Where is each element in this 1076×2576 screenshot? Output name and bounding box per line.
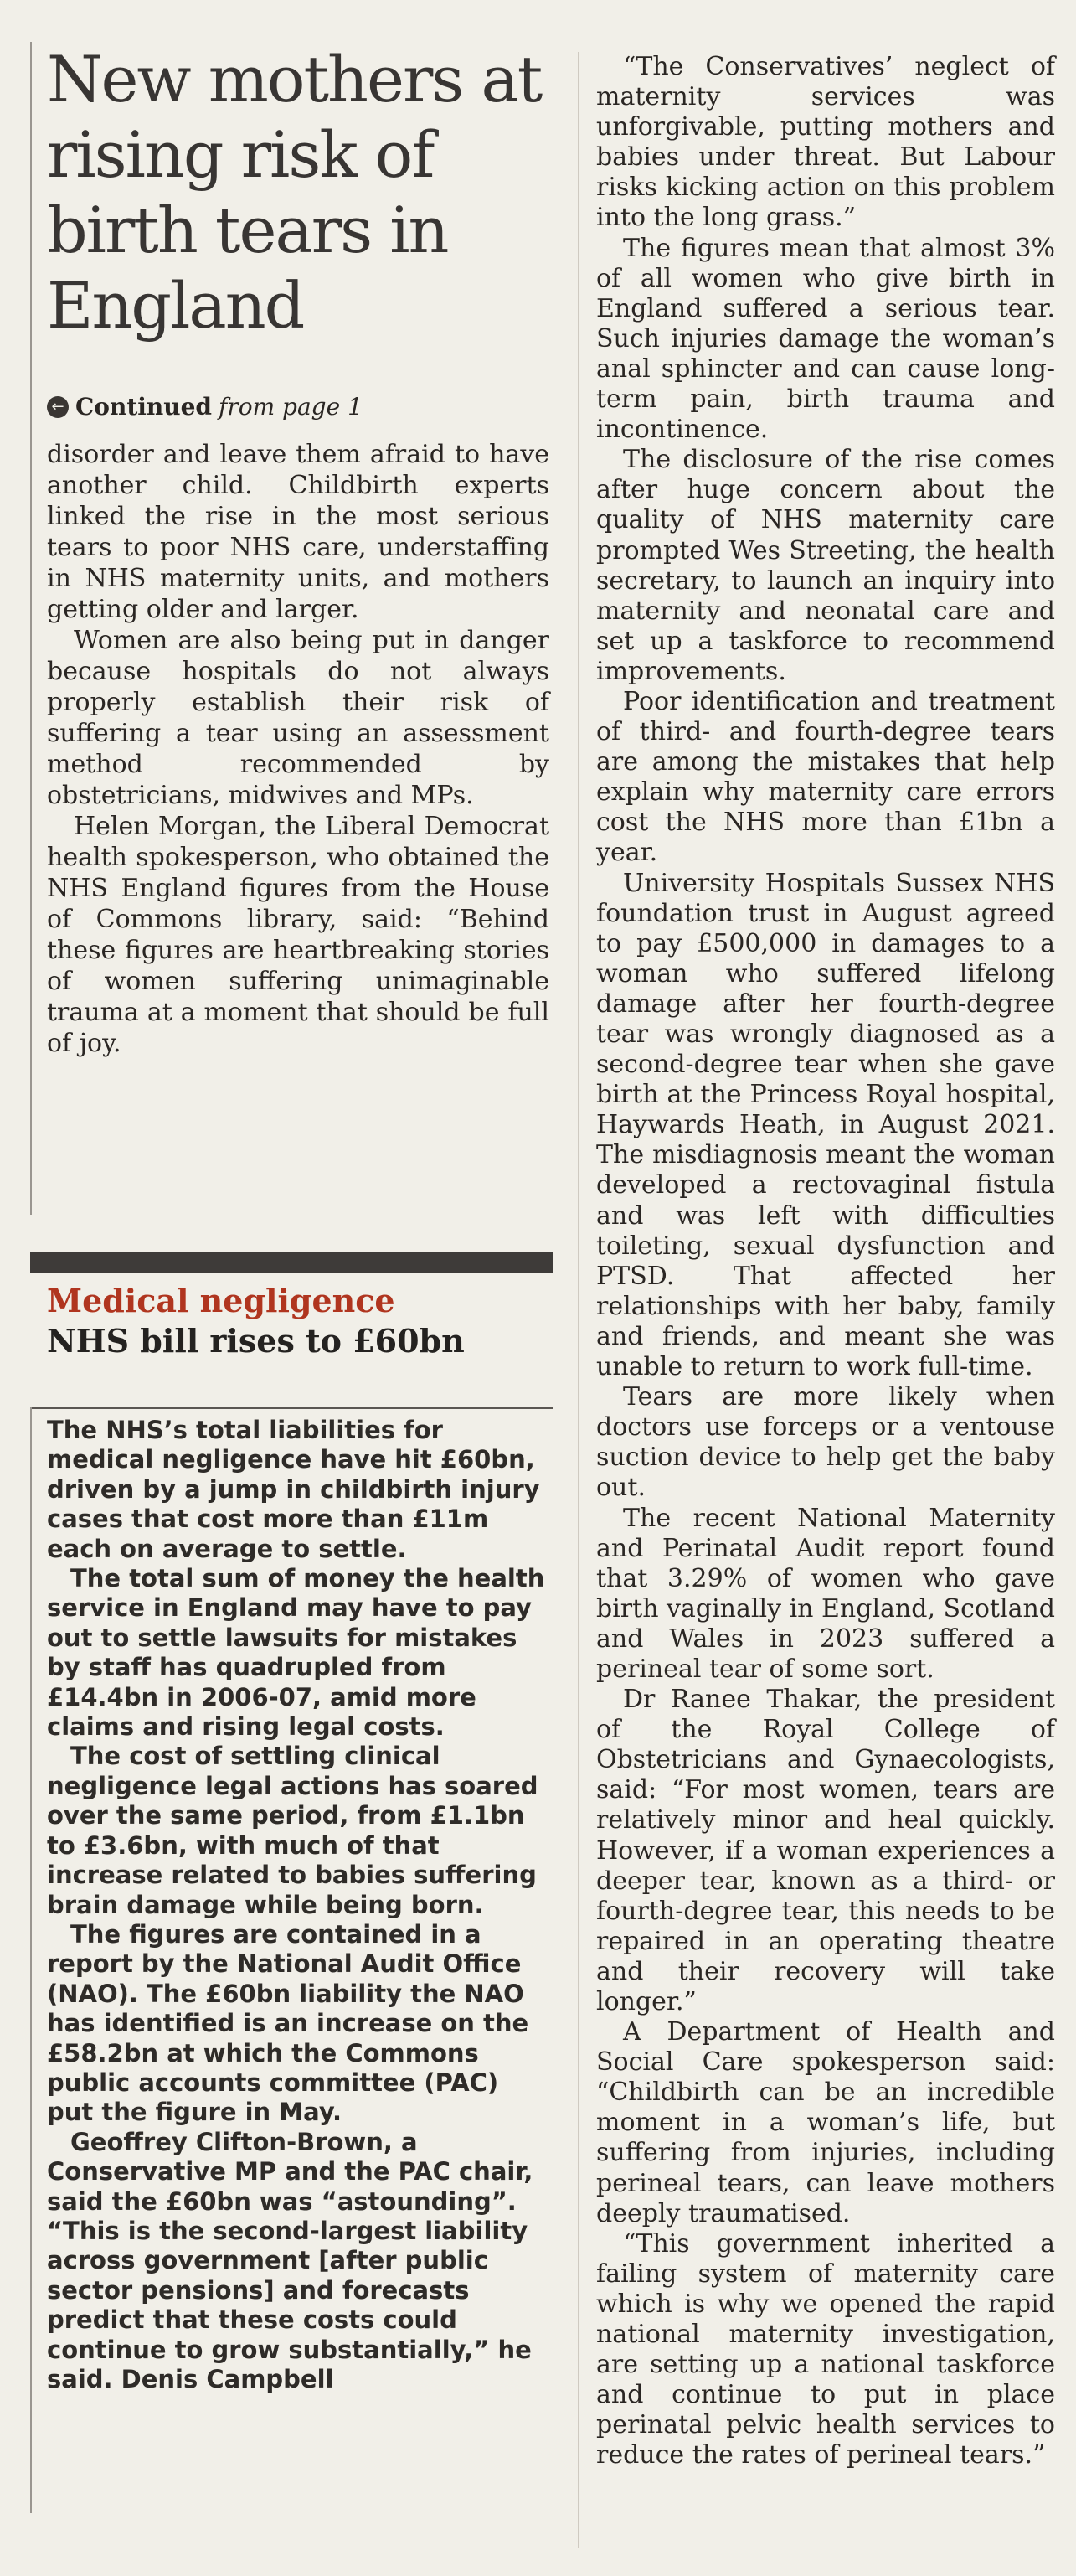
continued-line: [47, 392, 549, 422]
paragraph: Women are also being put in danger because hospitals do not always properly establish their risk of suffering a tear using an assessment method recommended by obstetricians, midwives and MPs.: [47, 626, 549, 810]
sidebar-kicker: Medical negligence: [47, 1282, 395, 1319]
sidebar-top-bar: [30, 1252, 553, 1273]
sidebar-vertical-rule: [30, 1407, 32, 2513]
continued-label: Continued: [75, 393, 212, 421]
sidebar-rule: [30, 1407, 553, 1409]
paragraph: The disclosure of the rise comes after huge concern about the quality of NHS maternity care prompted Wes Streeting, the health secretary, to launch an inquiry into maternity and neonatal care and set up a taskforce to recommend improvements.: [596, 445, 1055, 686]
left-body: [47, 439, 549, 1059]
sidebar-paragraph: The NHS’s total liabilities for medical negligence have hit £60bn, driven by a jump in childbirth injury cases that cost more than £11m each on average to settle.: [47, 1416, 540, 1563]
sidebar-body: [47, 1416, 549, 2394]
byline: Denis Campbell: [121, 2365, 334, 2393]
paragraph: The recent National Maternity and Perinatal Audit report found that 3.29% of women who gave birth vaginally in England, Scotland and Wales in 2023 suffered a perineal tear of some sort.: [596, 1503, 1055, 1684]
column-separator: [578, 52, 579, 2548]
sidebar-paragraph: The figures are contained in a report by the National Audit Office (NAO). The £60bn liability the NAO has identified is an increase on the £58.2bn at which the Commons public accounts committee (PAC) put the figure in May.: [47, 1919, 529, 2127]
column-rule: [30, 42, 32, 1215]
sidebar-paragraph-text: Geoffrey Clifton-Brown, a Conservative MP and the PAC chair, said the £60bn was “astounding”. “This is the second-largest liability across government [after public sector pensions] and forecasts predict that these costs could continue to grow substantially,” he said.: [47, 2127, 533, 2393]
from-page-label: from page 1: [219, 393, 363, 421]
paragraph: A Department of Health and Social Care spokesperson said: “Childbirth can be an incredible moment in a woman’s life, but suffering from injuries, including perineal tears, can leave mothers deeply traumatised.: [596, 2017, 1055, 2228]
back-arrow-icon: ←: [47, 396, 69, 418]
paragraph: University Hospitals Sussex NHS foundation trust in August agreed to pay £500,000 in damages to a woman who suffered lifelong damage after her fourth-degree tear was wrongly diagnosed as a second-degree tear when she gave birth at the Princess Royal hospital, Haywards Heath, in August 2021. The misdiagnosis meant the woman developed a rectovaginal fistula and was left with difficulties toileting, sexual dysfunction and PTSD. That affected her relationships with her baby, family and friends, and meant she was unable to return to work full-time.: [596, 868, 1055, 1382]
paragraph: Helen Morgan, the Liberal Democrat health spokesperson, who obtained the NHS England figures from the House of Commons library, said: “Behind these figures are heartbreaking stories of women suffering unimaginable trauma at a moment that should be full of joy.: [47, 812, 549, 1058]
paragraph: disorder and leave them afraid to have another child. Childbirth experts linked the rise in the most serious tears to poor NHS care, understaffing in NHS maternity units, and mothers getting older and larger.: [47, 440, 549, 624]
sidebar-paragraph: The total sum of money the health service in England may have to pay out to settle lawsuits for mistakes by staff has quadrupled from £14.4bn in 2006-07, amid more claims and rising legal costs.: [47, 1564, 545, 1742]
left-column: [47, 42, 549, 1059]
paragraph: The figures mean that almost 3% of all women who give birth in England suffered a serious tear. Such injuries damage the woman’s anal sphincter and can cause long-term pain, birth trauma and incontinence.: [596, 233, 1055, 445]
paragraph: Dr Ranee Thakar, the president of the Royal College of Obstetricians and Gynaecologists, said: “For most women, tears are relatively minor and heal quickly. However, if a woman experiences a deeper tear, known as a third- or fourth-degree tear, this needs to be repaired in an operating theatre and their recovery will take longer.”: [596, 1685, 1055, 2016]
paragraph: “The Conservatives’ neglect of maternity services was unforgivable, putting mothers and babies under threat. But Labour risks kicking action on this problem into the long grass.”: [596, 52, 1055, 233]
sidebar-title: NHS bill rises to £60bn: [47, 1322, 465, 1360]
right-column: [596, 52, 1055, 2471]
headline: New mothers at rising risk of birth tears in England: [47, 42, 542, 343]
sidebar-paragraph: [47, 2128, 549, 2395]
paragraph: Tears are more likely when doctors use forceps or a ventouse suction device to help get the baby out.: [596, 1382, 1055, 1503]
paragraph: Poor identification and treatment of third- and fourth-degree tears are among the mistakes that help explain why maternity care errors cost the NHS more than £1bn a year.: [596, 686, 1055, 868]
sidebar-paragraph: The cost of settling clinical negligence legal actions has soared over the same period, from £1.1bn to £3.6bn, with much of that increase related to babies suffering brain damage while being born.: [47, 1742, 538, 1919]
paragraph: “This government inherited a failing system of maternity care which is why we opened the rapid national maternity investigation, are setting up a national taskforce and continue to put in place perinatal pelvic health services to reduce the rates of perineal tears.”: [596, 2228, 1055, 2470]
sidebar-header: [47, 1282, 549, 1362]
